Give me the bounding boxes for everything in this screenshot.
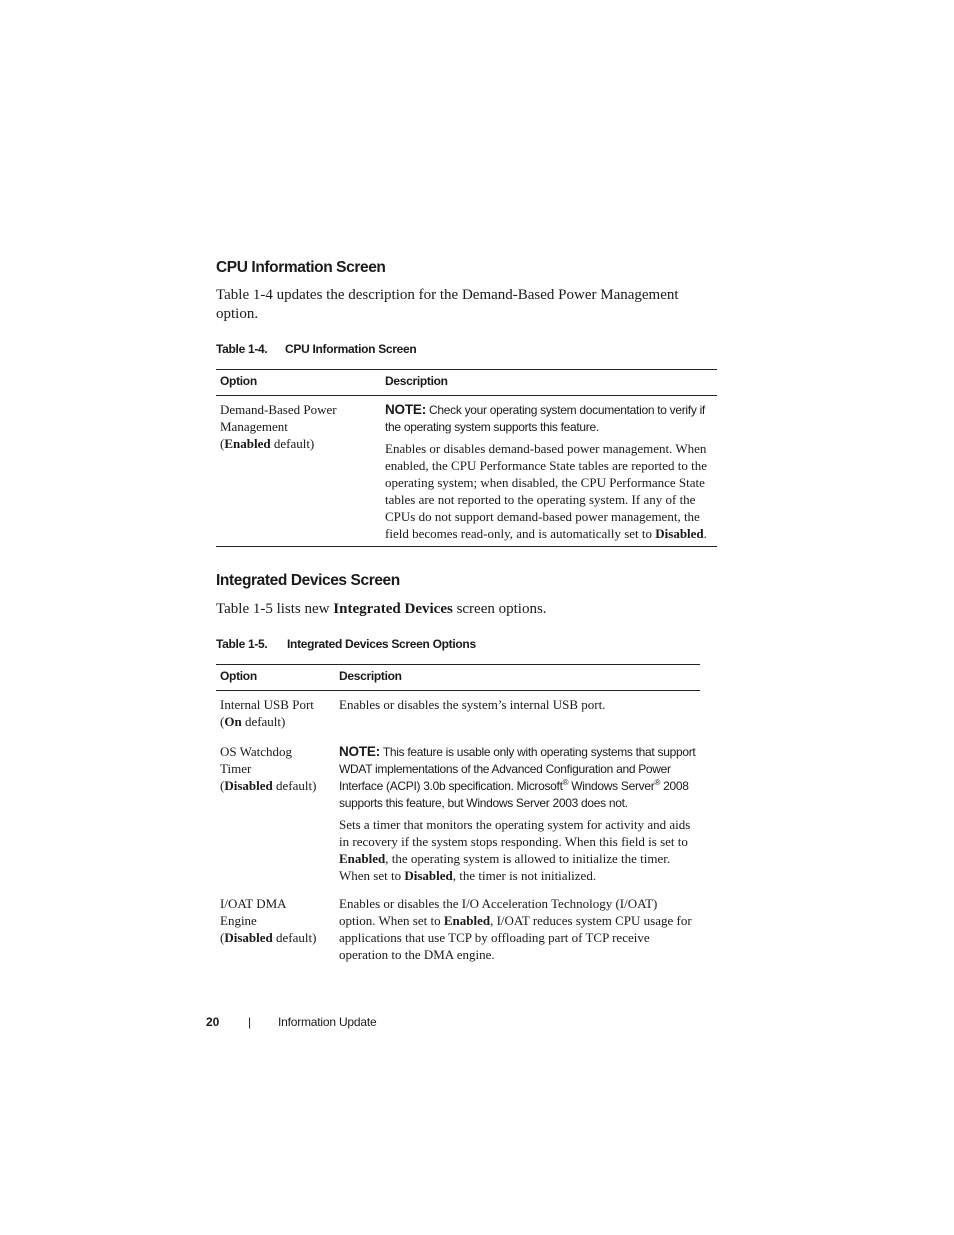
caption-number: Table 1-4.: [216, 342, 268, 356]
column-header-option: Option: [216, 665, 335, 691]
description-cell: [381, 396, 717, 547]
option-default-label: default): [270, 436, 315, 451]
option-cell: [216, 396, 381, 547]
intro-text: Table 1-5 lists new: [216, 601, 334, 617]
option-name: Management: [220, 419, 288, 434]
note: [385, 401, 713, 436]
description-cell: [335, 691, 700, 739]
note-text: This feature is usable only with operating systems that support WDAT implementations of the Advanced Configuration and Power Interface (ACPI) 3.0b specification. Microsoft: [339, 745, 696, 793]
description-value: Enabled: [339, 851, 386, 866]
table-header-row: [216, 370, 717, 396]
option-name: Engine: [220, 913, 257, 928]
caption-title: Integrated Devices Screen Options: [287, 637, 476, 651]
table-caption-1-4: [216, 342, 416, 356]
note-label: NOTE:: [339, 744, 380, 759]
integrated-devices-table: [216, 664, 700, 963]
caption-number: Table 1-5.: [216, 637, 268, 651]
description-cell: [335, 738, 700, 890]
registered-mark: ®: [654, 778, 661, 787]
section-intro-cpu: Table 1-4 updates the description for the Demand-Based Power Management option.: [216, 287, 679, 322]
table-header-row: [216, 665, 700, 691]
description-body: , I/OAT reduces system CPU usage for applications that use TCP by offloading part of TCP receive operation to the DMA engine.: [339, 913, 692, 962]
caption-title: CPU Information Screen: [285, 342, 417, 356]
option-cell: I/OAT DMA Engine (Disabled default): [220, 896, 317, 945]
section-intro-integrated-devices: [216, 600, 716, 619]
intro-text: screen options.: [452, 601, 547, 617]
description-text: [339, 895, 696, 963]
option-name: I/OAT DMA: [220, 896, 287, 911]
description-value: Disabled: [655, 526, 704, 541]
option-default-label: default): [272, 778, 317, 793]
section-heading-cpu: CPU Information Screen: [216, 259, 386, 276]
option-default-value: Enabled: [224, 436, 271, 451]
description-value: Disabled: [404, 868, 453, 883]
option-default-value: Disabled: [224, 778, 273, 793]
description-end: .: [703, 526, 707, 541]
option-name: Internal USB Port: [220, 697, 314, 712]
option-name: Demand-Based Power: [220, 402, 337, 417]
cpu-information-table: [216, 369, 717, 547]
footer-separator: |: [248, 1015, 252, 1029]
option-default-label: default): [241, 714, 286, 729]
note-text: Windows Server: [568, 779, 655, 793]
table-caption-1-5: [216, 637, 476, 651]
description-body: , the timer is not initialized.: [452, 868, 597, 883]
description-body: Enables or disables the I/O Acceleration Technology (I/OAT) option. When set to: [339, 896, 658, 928]
description-body: Sets a timer that monitors the operating system for activity and aids in recovery if the system stops responding. When this field is set to: [339, 817, 691, 849]
table-row: [216, 738, 700, 890]
option-default-label: default): [272, 930, 317, 945]
intro-bold: Integrated Devices: [333, 601, 453, 617]
option-cell: Internal USB Port (On default): [220, 697, 314, 729]
option-name: Timer: [220, 761, 252, 776]
note-text: 2008 supports this feature, but Windows Server 2003 does not.: [339, 779, 689, 810]
note-label: NOTE:: [385, 402, 426, 417]
table-row: [216, 890, 700, 963]
table-row: [216, 396, 717, 547]
note-text: Check your operating system documentation to verify if the operating system supports this feature.: [385, 403, 705, 434]
option-cell: OS Watchdog Timer (Disabled default): [220, 744, 317, 793]
column-header-description: Description: [335, 665, 700, 691]
section-heading-integrated-devices: Integrated Devices Screen: [216, 572, 400, 589]
option-default-value: On: [224, 714, 242, 729]
note: [339, 743, 696, 812]
option-default-value: Disabled: [224, 930, 273, 945]
registered-mark: ®: [562, 778, 569, 787]
column-header-option: Option: [216, 370, 381, 396]
page-number: 20: [206, 1015, 220, 1029]
option-name: OS Watchdog: [220, 744, 293, 759]
description-value: Enabled: [443, 913, 491, 928]
footer-title: Information Update: [278, 1015, 377, 1029]
description-text: [385, 440, 713, 542]
description-text: [339, 816, 696, 884]
table-row: [216, 691, 700, 739]
description-text: Enables or disables the system’s internal USB port.: [339, 697, 606, 712]
option-default-paren: (: [220, 436, 225, 451]
description-body: , the operating system is allowed to initialize the timer. When set to: [339, 851, 671, 883]
column-header-description: Description: [381, 370, 717, 396]
description-body: Enables or disables demand-based power management. When enabled, the CPU Performance State tables are reported to the operating system; when disabled, the CPU Performance State tables are not reported to the operating system. If any of the CPUs do not support demand-based power management, the field becomes read-only, and is automatically set to: [385, 441, 707, 541]
description-cell: [335, 890, 700, 963]
